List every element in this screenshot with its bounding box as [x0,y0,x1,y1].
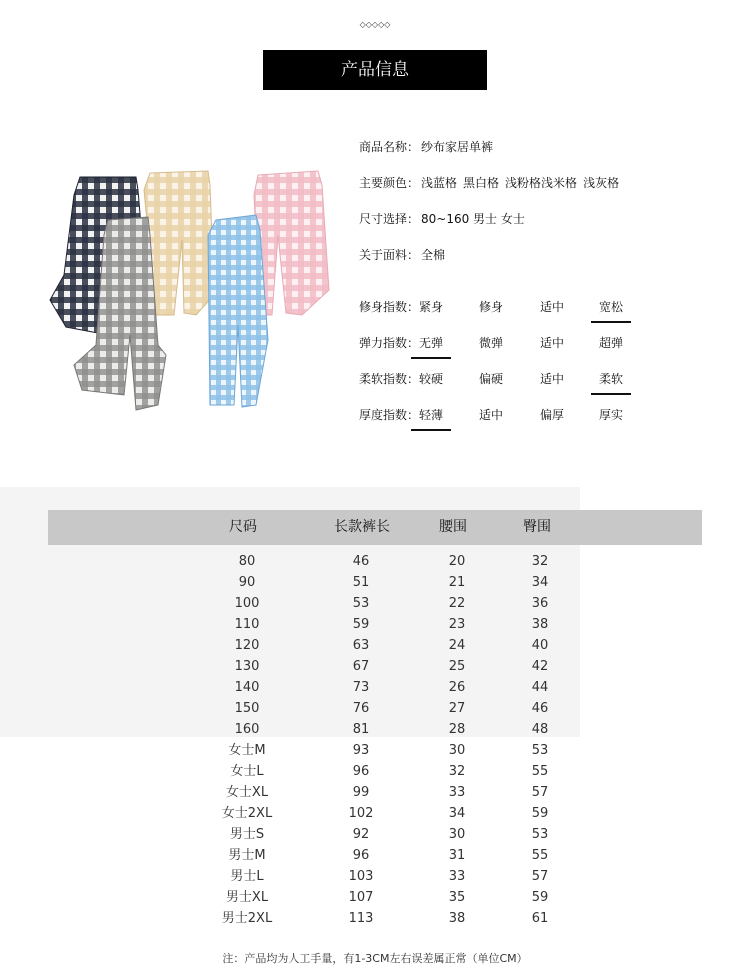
table-cell: 140 [234,680,260,695]
table-cell: 99 [352,785,370,800]
table-cell: 32 [531,554,549,569]
table-cell: 男士2XL [221,911,273,926]
table-cell: 102 [348,806,374,821]
header-hip: 臀围 [523,519,551,535]
color-option: 浅蓝格 [421,176,458,190]
table-cell: 46 [352,554,370,569]
index-option: 紧身 [418,300,443,314]
table-row [0,866,750,887]
table-cell: 96 [352,848,370,863]
table-cell: 33 [448,785,466,800]
header-length: 长款裤长 [334,519,390,535]
table-row [0,782,750,803]
table-cell: 20 [448,554,466,569]
table-cell: 48 [531,722,549,737]
table-cell: 30 [448,743,466,758]
info-colors [359,174,625,191]
table-cell: 26 [448,680,466,695]
table-cell: 90 [238,575,256,590]
index-option: 适中 [539,300,564,314]
table-cell: 男士S [229,827,265,842]
table-cell: 59 [531,806,549,821]
table-cell: 男士L [230,869,264,884]
index-option: 超弹 [598,336,623,350]
table-cell: 30 [448,827,466,842]
table-row [0,887,750,908]
header-waist: 腰围 [439,519,467,535]
info-size-value: 80~160 男士 女士 [421,212,525,226]
table-row [0,635,750,656]
index-label: 修身指数： [359,300,420,314]
table-cell: 120 [234,638,260,653]
table-cell: 51 [352,575,370,590]
table-cell: 28 [448,722,466,737]
index-option: 适中 [539,336,564,350]
index-fit [359,298,659,318]
index-option: 较硬 [418,372,443,386]
table-row [0,614,750,635]
product-photo [46,165,336,415]
color-option: 黑白格 [463,176,500,190]
table-cell: 73 [352,680,370,695]
index-label: 厚度指数： [359,408,420,422]
table-cell: 42 [531,659,549,674]
table-cell: 80 [238,554,256,569]
table-cell: 103 [348,869,374,884]
index-option-selected: 宽松 [589,298,633,315]
table-cell: 160 [234,722,260,737]
table-cell: 130 [234,659,260,674]
table-cell: 53 [531,827,549,842]
table-cell: 44 [531,680,549,695]
table-cell: 女士L [230,764,264,779]
table-row [0,824,750,845]
footnote: 注：产品均为人工手量，有1-3CM左右误差属正常（单位CM） [222,952,528,965]
index-elasticity [359,334,659,354]
table-cell: 23 [448,617,466,632]
table-row [0,908,750,929]
table-row [0,740,750,761]
table-cell: 92 [352,827,370,842]
index-option: 修身 [478,300,503,314]
table-cell: 113 [348,911,374,926]
info-colors-label: 主要颜色： [359,176,420,190]
table-cell: 男士XL [225,890,269,905]
table-cell: 38 [448,911,466,926]
table-cell: 31 [448,848,466,863]
table-row [0,677,750,698]
table-cell: 32 [448,764,466,779]
table-cell: 59 [531,890,549,905]
table-cell: 93 [352,743,370,758]
table-cell: 34 [448,806,466,821]
table-cell: 53 [352,596,370,611]
table-row [0,593,750,614]
index-option: 偏厚 [539,408,564,422]
info-name-value: 纱布家居单裤 [421,140,494,154]
table-cell: 38 [531,617,549,632]
table-row [0,698,750,719]
table-row [0,845,750,866]
table-cell: 35 [448,890,466,905]
info-size-label: 尺寸选择： [359,212,420,226]
index-option-selected: 无弹 [409,334,453,351]
table-cell: 男士M [228,848,266,863]
index-label: 柔软指数： [359,372,420,386]
table-cell: 46 [531,701,549,716]
table-cell: 女士XL [225,785,269,800]
index-option-selected: 轻薄 [409,406,453,423]
table-cell: 63 [352,638,370,653]
table-cell: 27 [448,701,466,716]
table-cell: 96 [352,764,370,779]
info-colors-value [421,176,625,190]
table-cell: 57 [531,869,549,884]
table-cell: 100 [234,596,260,611]
table-cell: 67 [352,659,370,674]
index-option: 适中 [539,372,564,386]
table-cell: 107 [348,890,374,905]
info-fabric [359,246,445,263]
checkered-pants-photo-icon [46,165,336,415]
info-fabric-label: 关于面料： [359,248,420,262]
table-cell: 33 [448,869,466,884]
info-name [359,138,493,155]
color-option: 浅灰格 [583,176,620,190]
index-thickness [359,406,659,426]
table-cell: 25 [448,659,466,674]
table-cell: 36 [531,596,549,611]
table-cell: 女士2XL [221,806,273,821]
index-option: 厚实 [598,408,623,422]
table-cell: 81 [352,722,370,737]
header-size: 尺码 [229,519,257,535]
header-ornament: ◇◇◇◇◇ [359,20,391,29]
table-cell: 53 [531,743,549,758]
table-cell: 76 [352,701,370,716]
table-cell: 55 [531,764,549,779]
info-size [359,210,525,227]
index-option: 偏硬 [478,372,503,386]
table-cell: 57 [531,785,549,800]
section-title: 产品信息 [263,50,487,90]
table-row [0,572,750,593]
info-name-label: 商品名称： [359,140,420,154]
index-label: 弹力指数： [359,336,420,350]
table-cell: 21 [448,575,466,590]
info-fabric-value: 全棉 [421,248,446,262]
index-option: 适中 [478,408,503,422]
table-cell: 22 [448,596,466,611]
table-cell: 150 [234,701,260,716]
table-row [0,719,750,740]
table-row [0,656,750,677]
color-option: 浅粉格浅米格 [505,176,578,190]
index-softness [359,370,659,390]
index-option-selected: 柔软 [589,370,633,387]
table-cell: 40 [531,638,549,653]
table-row [0,551,750,572]
table-cell: 59 [352,617,370,632]
table-cell: 61 [531,911,549,926]
table-cell: 55 [531,848,549,863]
table-cell: 24 [448,638,466,653]
table-cell: 34 [531,575,549,590]
table-cell: 110 [234,617,260,632]
table-row [0,803,750,824]
index-option: 微弹 [478,336,503,350]
table-row [0,761,750,782]
table-cell: 女士M [228,743,266,758]
